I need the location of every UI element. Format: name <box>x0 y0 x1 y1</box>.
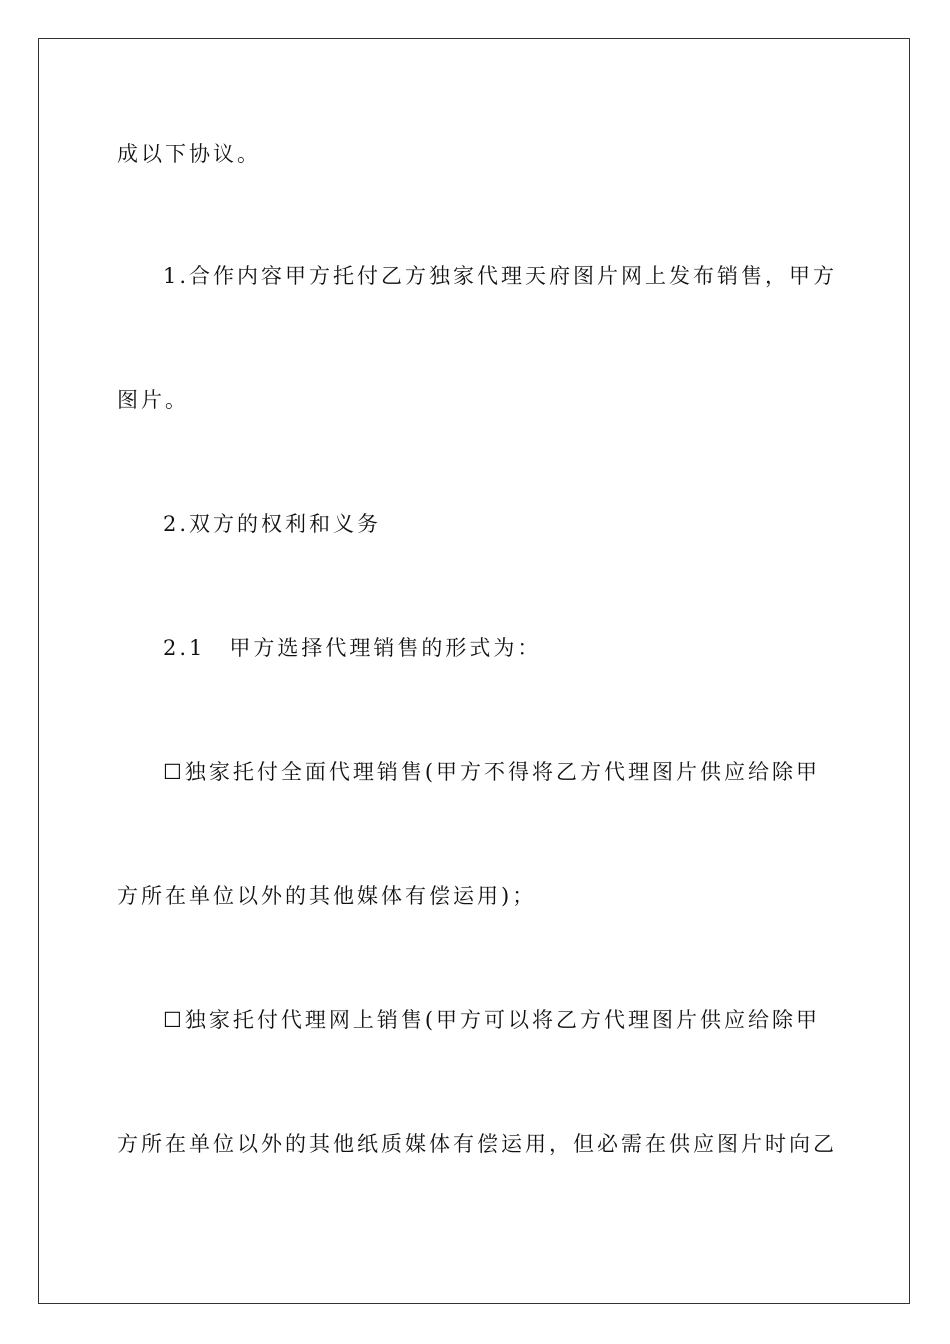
text-line-7: 方所在单位以外的其他媒体有偿运用)； <box>117 884 537 908</box>
text-line-5: 2.1 甲方选择代理销售的形式为： <box>163 636 542 660</box>
text-line-4: 2.双方的权利和义务 <box>163 512 382 536</box>
text-line-2: 1.合作内容甲方托付乙方独家代理天府图片网上发布销售，甲方 <box>163 264 838 288</box>
page-frame <box>38 38 910 1304</box>
text-line-1: 成以下协议。 <box>117 142 261 166</box>
text-line-3: 图片。 <box>117 388 189 412</box>
text-line-6: ☐独家托付全面代理销售(甲方不得将乙方代理图片供应给除甲 <box>163 760 821 784</box>
text-line-9: 方所在单位以外的其他纸质媒体有偿运用，但必需在供应图片时向乙 <box>117 1132 837 1156</box>
text-line-8: ☐独家托付代理网上销售(甲方可以将乙方代理图片供应给除甲 <box>163 1008 821 1032</box>
